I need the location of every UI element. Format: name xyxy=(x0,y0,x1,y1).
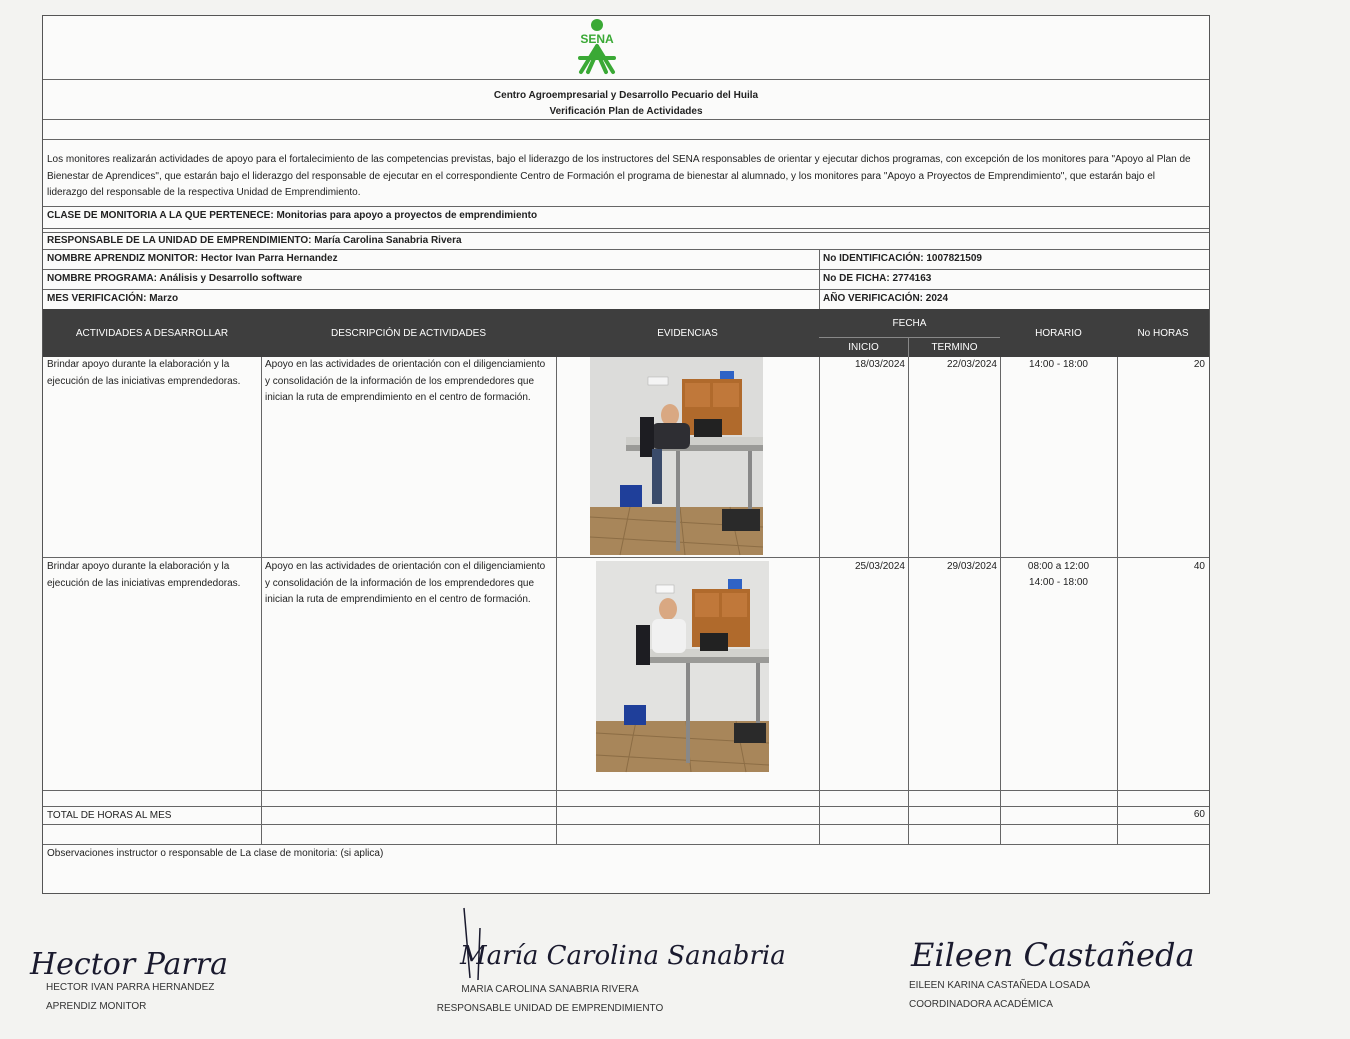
header-actividades: ACTIVIDADES A DESARROLLAR xyxy=(75,327,229,339)
handwriting-eileen: Eileen Castañeda xyxy=(911,936,1195,974)
row1-termino: 22/03/2024 xyxy=(946,359,997,370)
signature-coordinadora xyxy=(905,922,1325,1010)
aprendiz-role: APRENDIZ MONITOR xyxy=(46,1001,147,1012)
row2-termino: 29/03/2024 xyxy=(946,561,997,572)
handwriting-maria: María Carolina Sanabria xyxy=(460,941,786,971)
numero-identificacion: No IDENTIFICACIÓN: 1007821509 xyxy=(823,253,982,264)
document-title: Verificación Plan de Actividades xyxy=(549,106,703,117)
signature-responsable xyxy=(420,898,786,1014)
intro-paragraph: Los monitores realizarán actividades de apoyo para el fortalecimiento de las competencias previstas, bajo el liderazgo de los instructores del SENA responsables de orientar y ejecutar dichos programas, con excepción de los monitores para "Apoyo al Plan de Bienestar de Aprendices", que estarán bajo el liderazgo del responsable de ejecutar en el correspondiente Centro de Formación el programa de bienestar al alumnado, y los monitores para "Apoyo a Proyectos de Emprendimiento", que estarán bajo el liderazgo del responsable de la respectiva Unidad de Emprendimiento. xyxy=(47,154,1191,198)
sena-logo-text: SENA xyxy=(580,32,614,46)
center-name: Centro Agroempresarial y Desarrollo Pecuario del Huila xyxy=(493,90,759,101)
verification-form xyxy=(42,15,1210,894)
responsable-name: MARIA CAROLINA SANABRIA RIVERA xyxy=(461,984,639,995)
row1-inicio: 18/03/2024 xyxy=(854,359,905,370)
observaciones-label: Observaciones instructor o responsable de La clase de monitoria: (si aplica) xyxy=(47,848,384,859)
row1-evidence-photo xyxy=(590,357,763,555)
responsable-unidad: RESPONSABLE DE LA UNIDAD DE EMPRENDIMIENTO: María Carolina Sanabria Rivera xyxy=(47,235,462,246)
numero-ficha: No DE FICHA: 2774163 xyxy=(823,273,932,284)
aprendiz-name: HECTOR IVAN PARRA HERNANDEZ xyxy=(46,982,215,993)
signature-aprendiz-handwriting xyxy=(20,940,240,982)
header-evidencias: EVIDENCIAS xyxy=(657,327,718,339)
row1-horas: 20 xyxy=(1193,359,1205,370)
row2-horario-2: 14:00 - 18:00 xyxy=(1029,577,1088,588)
anio-verificacion: AÑO VERIFICACIÓN: 2024 xyxy=(823,293,949,304)
aprendiz-monitor: NOMBRE APRENDIZ MONITOR: Hector Ivan Parra Hernandez xyxy=(47,253,338,264)
sena-logo xyxy=(566,16,628,76)
row1-actividad: Brindar apoyo durante la elaboración y la ejecución de las iniciativas emprendedoras. xyxy=(47,359,241,387)
coordinadora-name: EILEEN KARINA CASTAÑEDA LOSADA xyxy=(909,980,1090,991)
row2-inicio: 25/03/2024 xyxy=(854,561,905,572)
handwriting-hector: Hector Parra xyxy=(30,947,229,982)
header-termino: TERMINO xyxy=(931,341,978,353)
row2-evidence-photo xyxy=(596,561,769,772)
row2-horario-1: 08:00 a 12:00 xyxy=(1027,561,1090,572)
coordinadora-role: COORDINADORA ACADÉMICA xyxy=(909,999,1053,1010)
row2-actividad: Brindar apoyo durante la elaboración y la ejecución de las iniciativas emprendedoras. xyxy=(47,561,241,589)
signature-responsable-handwriting xyxy=(420,898,786,984)
row2-descripcion: Apoyo en las actividades de orientación con el diligenciamiento y consolidación de la información de los emprendedores que inician la ruta de emprendimiento en el centro de formación. xyxy=(265,561,546,605)
signature-coordinadora-handwriting xyxy=(905,922,1325,980)
table-header xyxy=(43,309,1209,357)
total-value: 60 xyxy=(1193,809,1205,820)
header-horario: HORARIO xyxy=(1035,327,1082,339)
row1-horario: 14:00 - 18:00 xyxy=(1029,359,1088,370)
signature-aprendiz xyxy=(20,940,240,1012)
header-descripcion: DESCRIPCIÓN DE ACTIVIDADES xyxy=(330,327,487,339)
nombre-programa: NOMBRE PROGRAMA: Análisis y Desarrollo software xyxy=(47,273,303,284)
mes-verificacion: MES VERIFICACIÓN: Marzo xyxy=(47,293,179,304)
header-inicio: INICIO xyxy=(848,341,879,353)
header-fecha: FECHA xyxy=(892,317,927,329)
header-horas: No HORAS xyxy=(1137,327,1189,339)
row1-descripcion: Apoyo en las actividades de orientación con el diligenciamiento y consolidación de la información de los emprendedores que inician la ruta de emprendimiento en el centro de formación. xyxy=(265,359,546,403)
monitoria-class: CLASE DE MONITORIA A LA QUE PERTENECE: Monitorias para apoyo a proyectos de emprendimiento xyxy=(47,210,538,221)
responsable-role: RESPONSABLE UNIDAD DE EMPRENDIMIENTO xyxy=(436,1003,664,1014)
total-label: TOTAL DE HORAS AL MES xyxy=(47,810,172,821)
row2-horas: 40 xyxy=(1193,561,1205,572)
